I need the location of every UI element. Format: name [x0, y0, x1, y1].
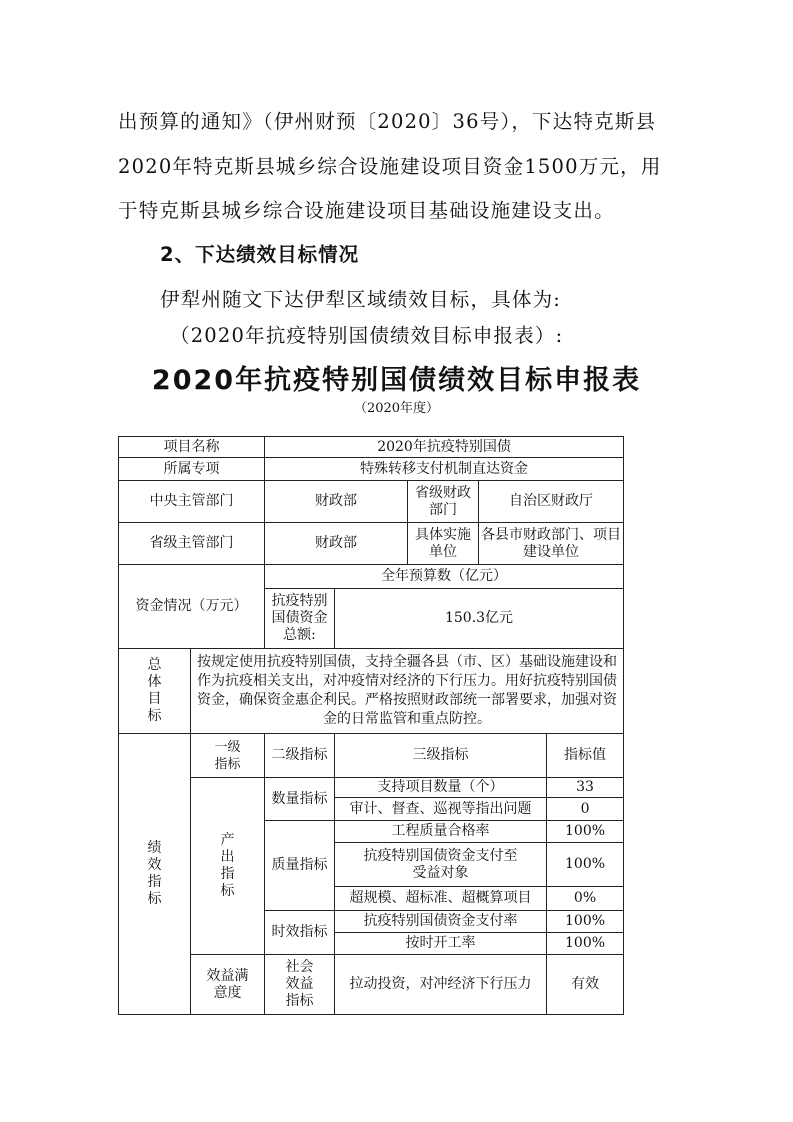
quality-label: 质量指标	[265, 821, 335, 911]
project-name-label: 项目名称	[119, 437, 265, 458]
body-line-4: 伊犁州随文下达伊犁区域绩效目标，具体为:	[160, 288, 562, 311]
col-level2: 二级指标	[265, 734, 335, 778]
body-line-1: 出预算的通知》（伊州财预〔2020〕36号），下达特克斯县	[118, 110, 657, 133]
form-title: 2020年抗疫特别国债绩效目标申报表	[151, 365, 642, 396]
indicator-name: 审计、督查、巡视等指出问题	[335, 798, 547, 821]
indicator-value: 100%	[547, 843, 624, 887]
indicator-value: 100%	[547, 911, 624, 933]
indicator-value: 0%	[547, 887, 624, 911]
body-line-2: 2020年特克斯县城乡综合设施建设项目资金1500万元，用	[118, 155, 662, 178]
indicator-name: 支持项目数量（个）	[335, 778, 547, 798]
prov-fin-label: 省级财政部门	[408, 481, 479, 523]
prov-dept-label: 省级主管部门	[119, 523, 265, 565]
indicator-name: 按时开工率	[335, 933, 547, 955]
social-label: 社会效益指标	[265, 955, 335, 1015]
central-dept-value: 财政部	[265, 481, 408, 523]
total-value: 150.3亿元	[335, 589, 624, 649]
impl-label: 具体实施单位	[408, 523, 479, 565]
indicator-value: 100%	[547, 933, 624, 955]
prov-dept-value: 财政部	[265, 523, 408, 565]
indicator-value: 33	[547, 778, 624, 798]
impl-value: 各县市财政部门、项目建设单位	[479, 523, 624, 565]
col-value: 指标值	[547, 734, 624, 778]
total-label: 抗疫特别国债资金总额:	[265, 589, 335, 649]
indicator-name: 拉动投资，对冲经济下行压力	[335, 955, 547, 1015]
col-level3: 三级指标	[335, 734, 547, 778]
indicator-name: 抗疫特别国债资金支付率	[335, 911, 547, 933]
form-year: （2020年度）	[353, 401, 440, 416]
funds-label: 资金情况（万元）	[119, 565, 265, 649]
goal-label: 总体目标	[119, 649, 191, 734]
section-heading: 2、下达绩效目标情况	[160, 243, 360, 266]
perf-label: 绩效指标	[119, 734, 191, 1015]
body-line-3: 于特克斯县城乡综合设施建设项目基础设施建设支出。	[118, 199, 615, 222]
goal-text: 按规定使用抗疫特别国债，支持全疆各县（市、区）基础设施建设和作为抗疫相关支出，对冲疫情对经济的下行压力。用好抗疫特别国债资金，确保资金惠企利民。严格按照财政部统一部署要求，加强对资金的日常监管和重点防控。	[191, 649, 624, 734]
indicator-value: 有效	[547, 955, 624, 1015]
central-dept-label: 中央主管部门	[119, 481, 265, 523]
indicator-name: 工程质量合格率	[335, 821, 547, 843]
output-label: 产出指标	[191, 778, 265, 955]
performance-target-table	[118, 436, 624, 1015]
body-line-5: （2020年抗疫特别国债绩效目标申报表）:	[170, 324, 564, 347]
indicator-value: 0	[547, 798, 624, 821]
special-label: 所属专项	[119, 458, 265, 481]
indicator-value: 100%	[547, 821, 624, 843]
annual-budget-label: 全年预算数（亿元）	[265, 565, 624, 589]
special-value: 特殊转移支付机制直达资金	[265, 458, 624, 481]
col-level1: 一级指标	[191, 734, 265, 778]
timeliness-label: 时效指标	[265, 911, 335, 955]
quantity-label: 数量指标	[265, 778, 335, 821]
indicator-name: 超规模、超标准、超概算项目	[335, 887, 547, 911]
project-name-value: 2020年抗疫特别国债	[265, 437, 624, 458]
prov-fin-value: 自治区财政厅	[479, 481, 624, 523]
indicator-name: 抗疫特别国债资金支付至受益对象	[335, 843, 547, 887]
benefit-label: 效益满意度	[191, 955, 265, 1015]
